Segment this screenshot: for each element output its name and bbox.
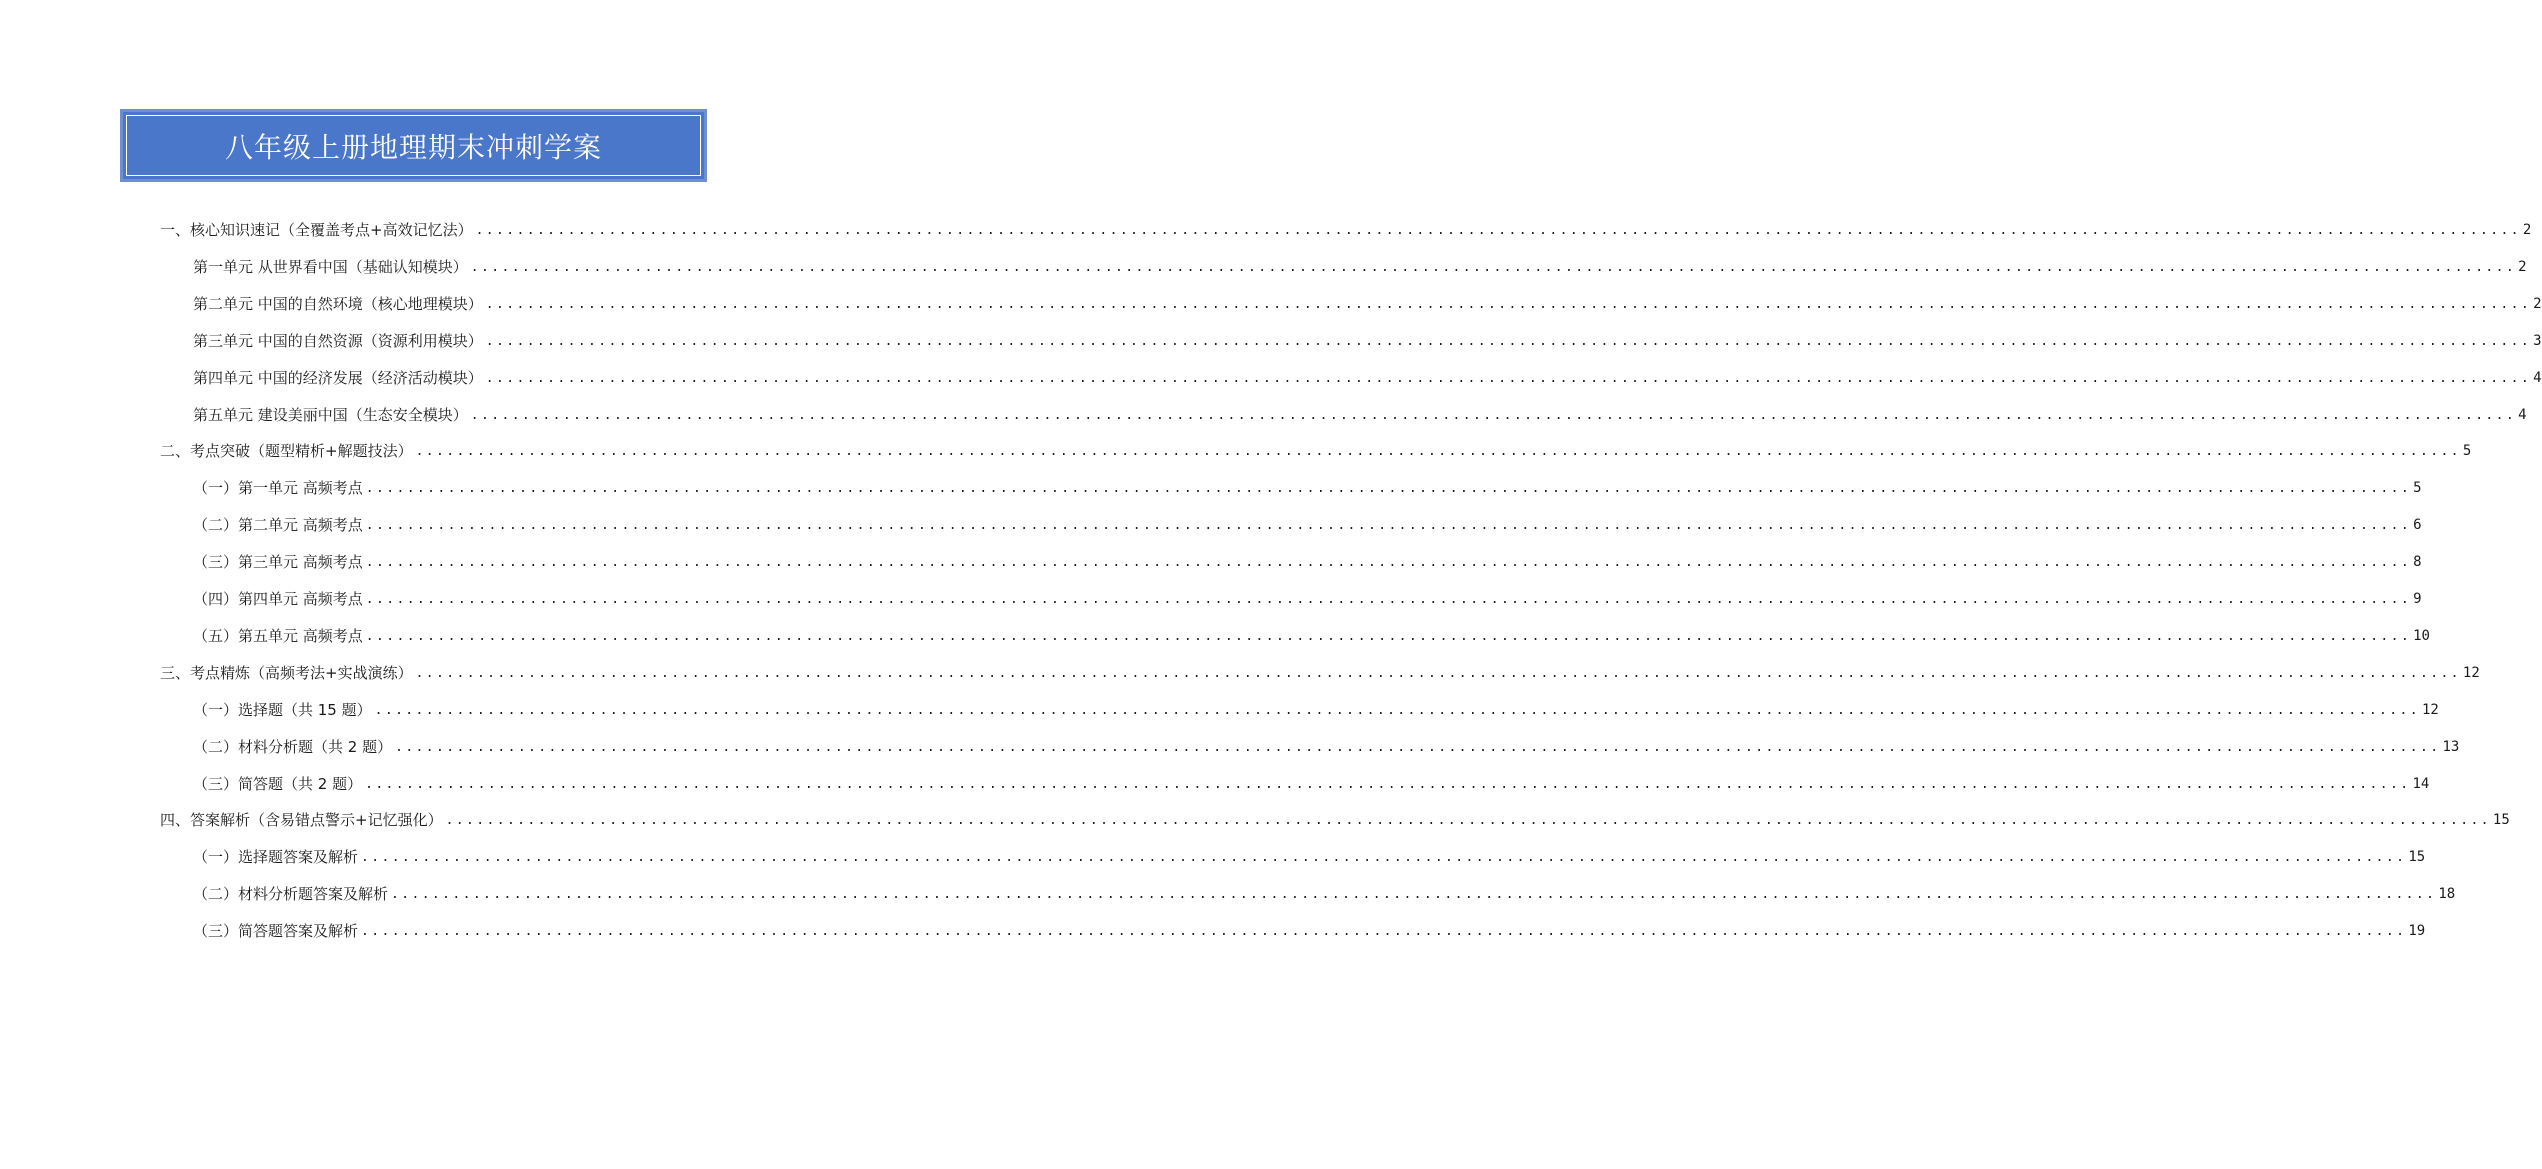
toc-leader-dots: ........................................................................................................................................................................................................ [361, 924, 2407, 939]
toc-entry-label: （二）材料分析题（共 2 题） [193, 738, 393, 756]
toc-entry-page: 6 [2413, 517, 2422, 533]
toc-entry[interactable] [193, 773, 2430, 795]
toc-entry-page: 10 [2413, 628, 2430, 644]
toc-entry[interactable] [193, 699, 2439, 721]
toc-entry[interactable] [193, 330, 2542, 352]
toc-leader-dots: ........................................................................................................................................................................................................ [365, 629, 2412, 644]
toc-entry-page: 13 [2442, 739, 2460, 755]
toc-entry[interactable] [193, 846, 2426, 868]
toc-entry-label: 三、考点精炼（高频考法+实战演练） [160, 664, 413, 682]
toc-entry[interactable] [193, 625, 2430, 647]
toc-entry[interactable] [193, 920, 2426, 942]
toc-leader-dots: ........................................................................................................................................................................................................ [415, 666, 2461, 681]
toc-entry-label: 第二单元 中国的自然环境（核心地理模块） [193, 295, 483, 313]
toc-entry-label: （一）选择题答案及解析 [193, 848, 359, 866]
toc-leader-dots: ........................................................................................................................................................................................................ [365, 481, 2412, 496]
toc-entry-page: 4 [2518, 407, 2527, 423]
toc-entry[interactable] [193, 367, 2542, 389]
toc-entry-label: （一）选择题（共 15 题） [193, 701, 372, 719]
toc-leader-dots: ........................................................................................................................................................................................................ [485, 371, 2532, 386]
toc-leader-dots: ........................................................................................................................................................................................................ [445, 813, 2491, 828]
toc-entry-label: （二）第二单元 高频考点 [193, 516, 363, 534]
toc-entry-label: （三）第三单元 高频考点 [193, 553, 363, 571]
toc-entry-label: 第一单元 从世界看中国（基础认知模块） [193, 258, 468, 276]
toc-entry-page: 14 [2412, 776, 2430, 792]
toc-entry-label: （五）第五单元 高频考点 [193, 627, 363, 645]
toc-entry-page: 5 [2462, 443, 2472, 459]
toc-entry-page: 2 [2533, 296, 2542, 312]
toc-leader-dots: ........................................................................................................................................................................................................ [475, 223, 2521, 238]
toc-entry-page: 12 [2421, 702, 2439, 718]
toc-leader-dots: ........................................................................................................................................................................................................ [485, 297, 2532, 312]
toc-entry-label: （三）简答题答案及解析 [193, 922, 359, 940]
toc-entry-page: 19 [2408, 923, 2426, 939]
toc-entry[interactable] [193, 514, 2422, 536]
toc-entry[interactable] [193, 736, 2460, 758]
toc-leader-dots: ........................................................................................................................................................................................................ [485, 334, 2532, 349]
toc-leader-dots: ........................................................................................................................................................................................................ [415, 444, 2461, 459]
toc-entry[interactable] [160, 809, 2510, 831]
toc-leader-dots: ........................................................................................................................................................................................................ [365, 777, 2411, 792]
toc-entry-page: 18 [2438, 886, 2456, 902]
toc-entry[interactable] [193, 256, 2527, 278]
toc-leader-dots: ........................................................................................................................................................................................................ [374, 703, 2420, 718]
toc-entry-label: （一）第一单元 高频考点 [193, 479, 363, 497]
toc-entry[interactable] [193, 883, 2456, 905]
toc-entry-page: 4 [2533, 370, 2542, 386]
toc-leader-dots: ........................................................................................................................................................................................................ [470, 260, 2517, 275]
toc-entry-page: 2 [2522, 222, 2532, 238]
toc-entry-label: 二、考点突破（题型精析+解题技法） [160, 442, 413, 460]
toc-entry[interactable] [193, 404, 2527, 426]
toc-leader-dots: ........................................................................................................................................................................................................ [391, 887, 2437, 902]
toc-entry[interactable] [160, 440, 2472, 462]
document-title: 八年级上册地理期末冲刺学案 [224, 130, 602, 164]
toc-entry[interactable] [193, 477, 2422, 499]
toc-entry-page: 8 [2413, 554, 2422, 570]
toc-entry-label: 第三单元 中国的自然资源（资源利用模块） [193, 332, 483, 350]
toc-leader-dots: ........................................................................................................................................................................................................ [365, 518, 2412, 533]
toc-entry[interactable] [160, 219, 2532, 241]
toc-leader-dots: ........................................................................................................................................................................................................ [361, 850, 2407, 865]
toc-entry-label: （四）第四单元 高频考点 [193, 590, 363, 608]
toc-entry-page: 15 [2492, 812, 2510, 828]
toc-entry-page: 15 [2408, 849, 2426, 865]
toc-entry[interactable] [193, 293, 2542, 315]
toc-entry-label: （三）简答题（共 2 题） [193, 775, 363, 793]
toc-entry-page: 3 [2533, 333, 2542, 349]
toc-entry-label: 第四单元 中国的经济发展（经济活动模块） [193, 369, 483, 387]
toc-leader-dots: ........................................................................................................................................................................................................ [365, 592, 2412, 607]
toc-entry-page: 12 [2462, 665, 2480, 681]
toc-leader-dots: ........................................................................................................................................................................................................ [365, 555, 2412, 570]
toc-entry-label: 第五单元 建设美丽中国（生态安全模块） [193, 406, 468, 424]
toc-entry[interactable] [160, 662, 2480, 684]
toc-entry-page: 2 [2518, 259, 2527, 275]
toc-entry-page: 9 [2413, 591, 2422, 607]
toc-leader-dots: ........................................................................................................................................................................................................ [395, 740, 2441, 755]
toc-entry[interactable] [193, 551, 2422, 573]
toc-entry[interactable] [193, 588, 2422, 610]
toc-leader-dots: ........................................................................................................................................................................................................ [470, 408, 2517, 423]
toc-entry-label: 一、核心知识速记（全覆盖考点+高效记忆法） [160, 221, 473, 239]
toc-entry-label: 四、答案解析（含易错点警示+记忆强化） [160, 811, 443, 829]
toc-entry-label: （二）材料分析题答案及解析 [193, 885, 389, 903]
toc-entry-page: 5 [2413, 480, 2422, 496]
